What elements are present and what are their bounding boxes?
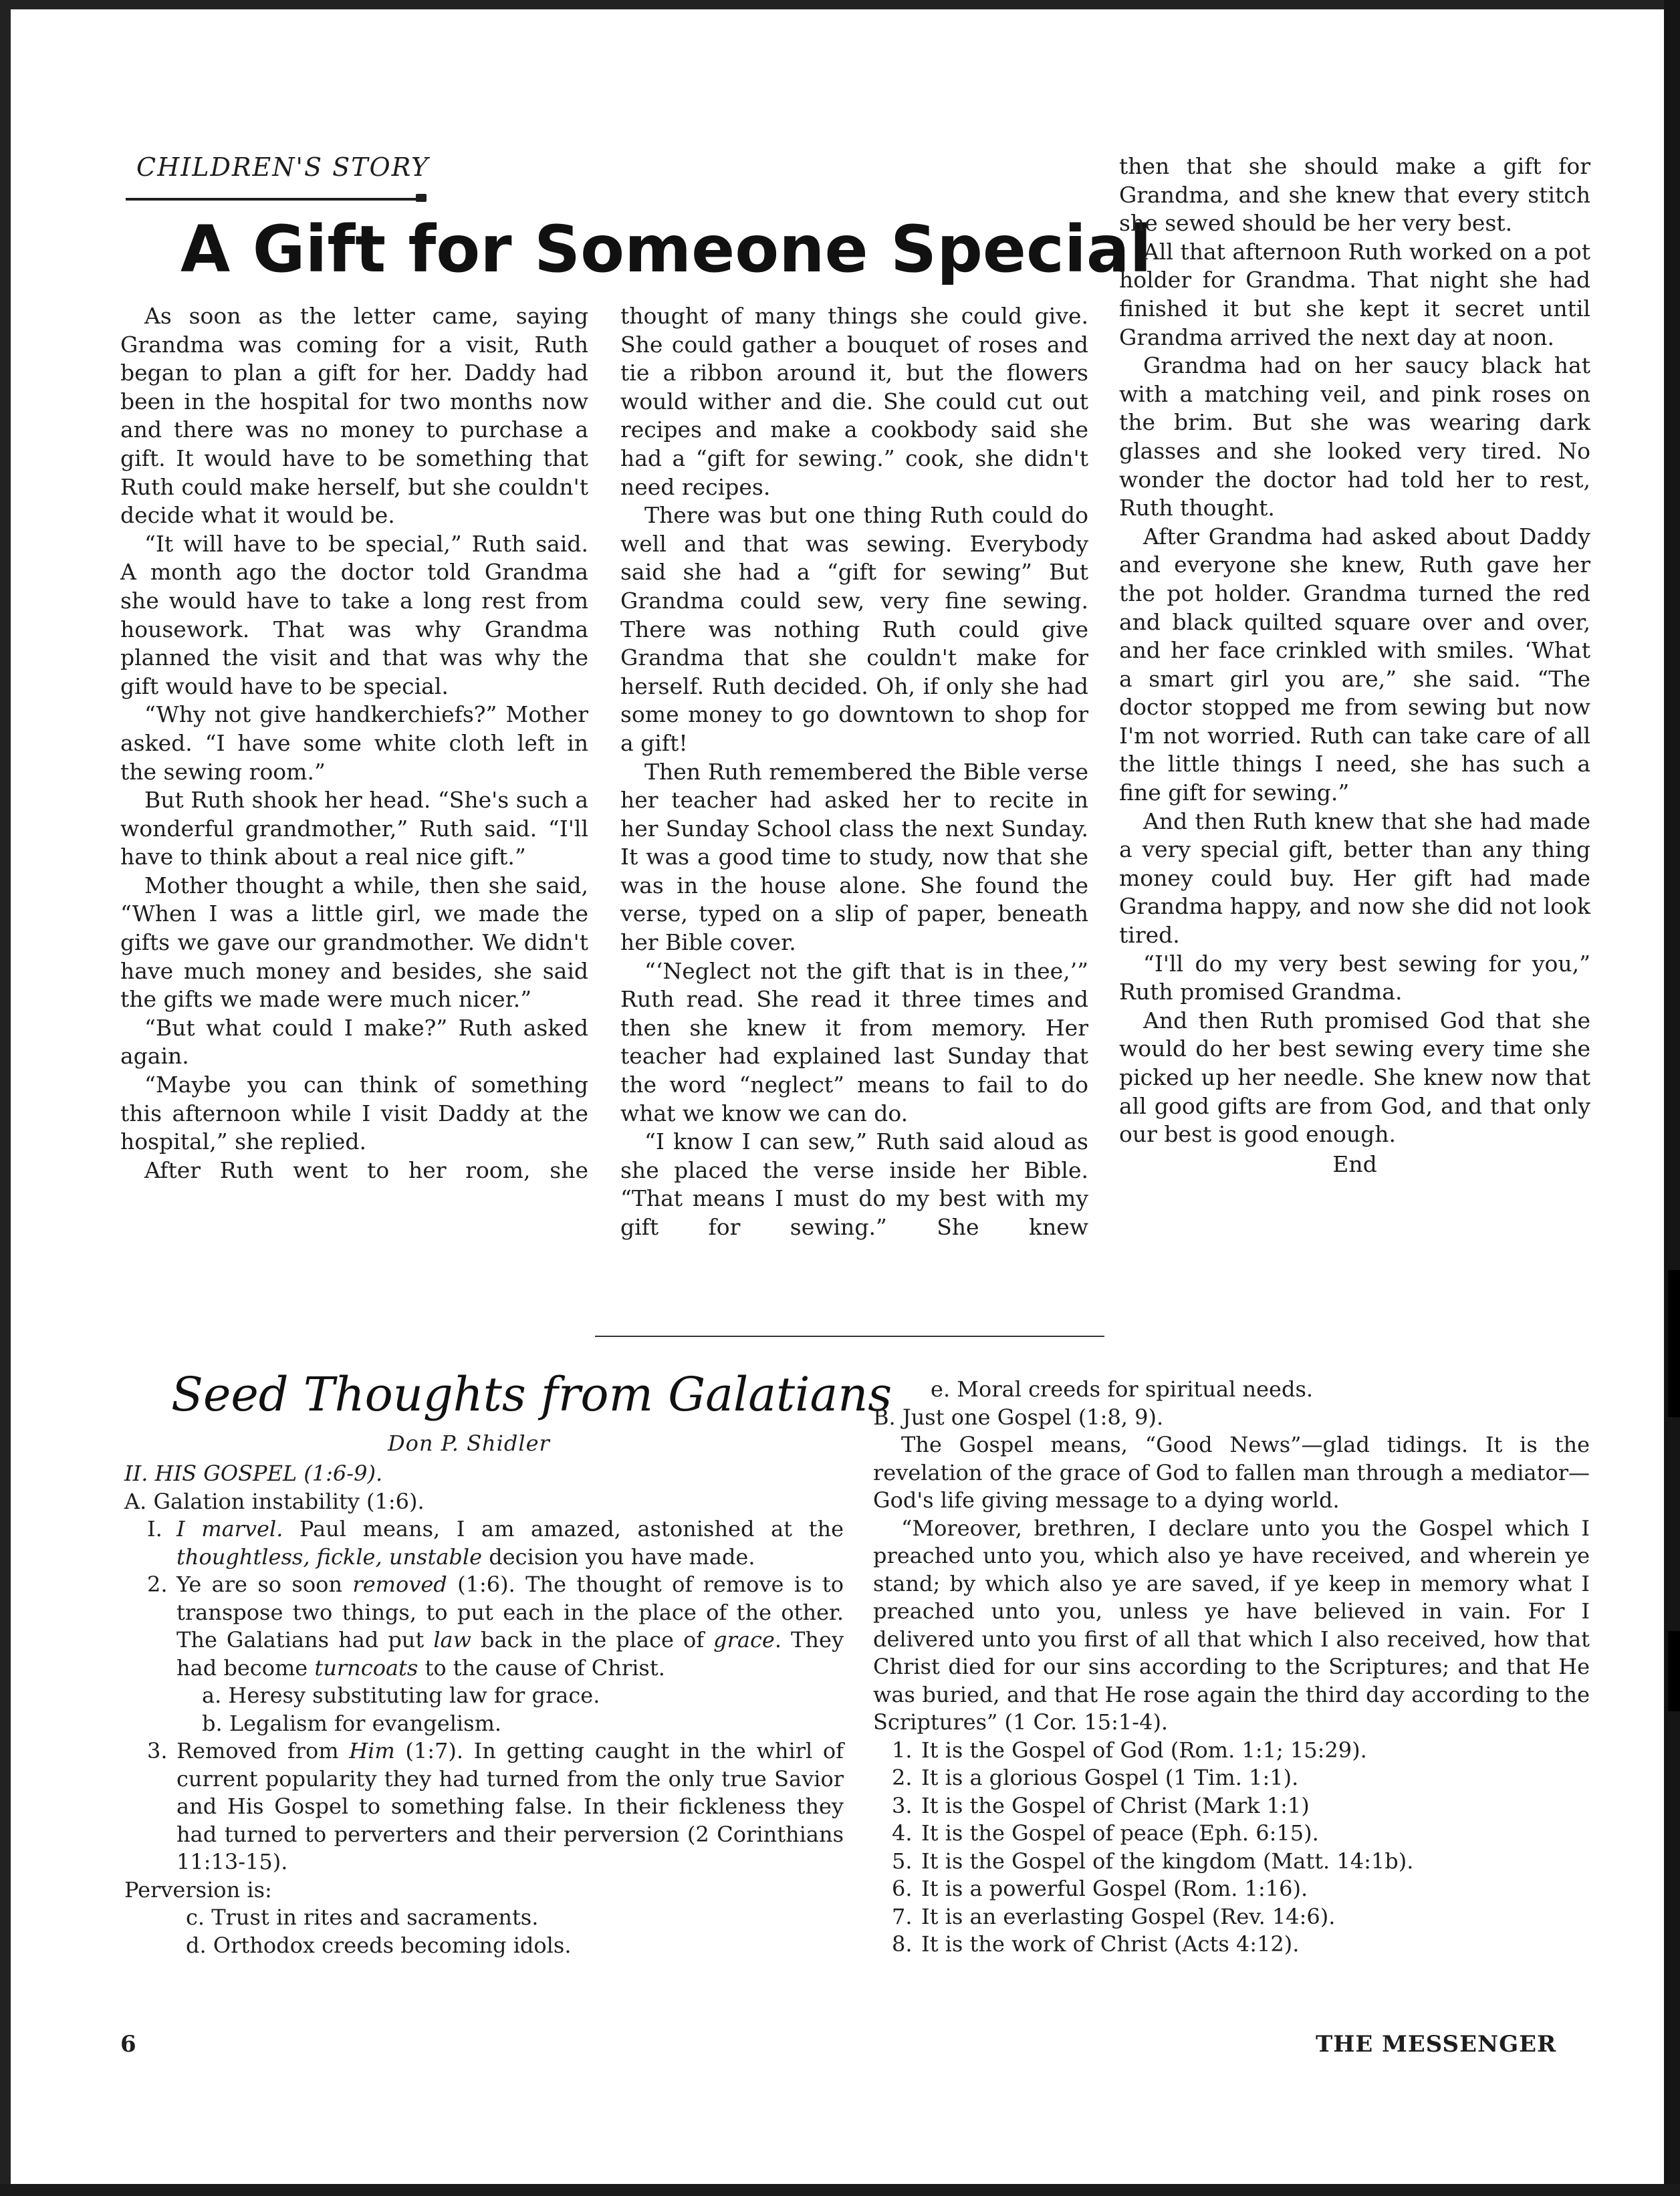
outline-text: decision you have made. <box>482 1544 755 1570</box>
outline-text: back in the place of <box>471 1627 714 1653</box>
story-paragraph: After Ruth went to her room, she <box>144 1156 588 1183</box>
list-text: It is the Gospel of the kingdom (Matt. 14:1b). <box>921 1848 1414 1874</box>
outline-subitem: d. Orthodox creeds becoming idols. <box>186 1932 572 1958</box>
list-number: 1. <box>892 1737 913 1763</box>
story-paragraph: then that she should make a gift for Grandma, and she knew that every stitch she sewed should be her very best. <box>1119 153 1590 237</box>
story-paragraph: All that afternoon Ruth worked on a pot holder for Grandma. That night she had finished it but she kept it secret until Grandma arrived the next day at noon. <box>1119 238 1590 350</box>
scan-mark <box>1668 1631 1680 1711</box>
outline-item <box>147 1571 844 1682</box>
outline-item <box>147 1737 844 1876</box>
gospel-list-item <box>892 1764 1590 1792</box>
section-divider <box>595 1336 1104 1337</box>
article-quote: “Moreover, brethren, I declare unto you the Gospel which I preached unto you, which also ye have received, and wherein ye stand; by which also ye are saved, if ye keep in memory what I preached unto you, unless ye have believed in vain. For I delivered unto you first of all that which I also received, how that Christ died for our sins according to the Scriptures; and that He was buried, and that He rose again the third day according to the Scriptures” (1 Cor. 15:1-4). <box>873 1515 1590 1735</box>
outline-text: Ye are so soon <box>176 1572 353 1597</box>
outline-subheading: B. Just one Gospel (1:8, 9). <box>873 1404 1164 1430</box>
page-edge <box>0 2184 1680 2196</box>
story-paragraph: “‘Neglect not the gift that is in thee,’” Ruth read. She read it three times and then she knew it from memory. Her teacher had explained last Sunday that the word “neglect” means to fail to do what we know we can do. <box>620 957 1088 1126</box>
outline-subheading: A. Galation instability (1:6). <box>124 1488 425 1514</box>
gospel-list-item <box>892 1848 1590 1876</box>
emphasis: grace <box>713 1627 775 1653</box>
list-text: It is the Gospel of God (Rom. 1:1; 15:29). <box>921 1737 1367 1763</box>
label-rule <box>126 198 427 201</box>
gospel-list-item <box>892 1737 1590 1765</box>
story-paragraph: Mother thought a while, then she said, “When I was a little girl, we made the gifts we gave our grandmother. We didn't have much money and besides, she said the gifts we made were much nicer.” <box>120 872 588 1013</box>
story-paragraph: “I know I can sew,” Ruth said aloud as she placed the verse inside her Bible. “That means I must do my best with my gift for sewing.” She knew <box>620 1128 1088 1240</box>
story-title: A Gift for Someone Special <box>181 212 1152 287</box>
outline-text: . They had become <box>176 1627 844 1681</box>
emphasis: law <box>433 1627 472 1653</box>
list-number: 4. <box>892 1820 913 1846</box>
list-text: It is an everlasting Gospel (Rev. 14:6). <box>921 1903 1336 1929</box>
list-number: 2. <box>892 1765 913 1790</box>
list-text: It is the work of Christ (Acts 4:12). <box>921 1931 1300 1957</box>
outline-label: Perversion is: <box>124 1876 272 1903</box>
outline-text: (1:7). In getting caught in the whirl of current popularity they had turned from the only true Savior and His Gospel to something false. In their fickleness they had turned to perverters and their perversion (2 Corinthians 11:13-15). <box>176 1738 844 1874</box>
story-paragraph: “But what could I make?” Ruth asked again. <box>120 1014 588 1070</box>
article-paragraph: The Gospel means, “Good News”—glad tidings. It is the revelation of the grace of God to fallen man through a mediator—God's life giving message to a dying world. <box>873 1432 1590 1513</box>
story-column-1 <box>120 302 588 1185</box>
story-paragraph: Then Ruth remembered the Bible verse her teacher had asked her to recite in her Sunday School class the next Sunday. It was a good time to study, now that she was in the house alone. She found the verse, typed on a slip of paper, beneath her Bible cover. <box>620 758 1088 956</box>
publication-name: THE MESSENGER <box>1316 2031 1557 2058</box>
list-text: It is a glorious Gospel (1 Tim. 1:1). <box>921 1765 1299 1790</box>
article-column-left <box>124 1460 844 1959</box>
list-number: 3. <box>892 1792 913 1818</box>
emphasis: turncoats <box>314 1655 418 1681</box>
story-paragraph: After Grandma had asked about Daddy and everyone she knew, Ruth gave her the pot holder. Grandma turned the red and black quilted square over and over, and her face crinkled with smiles. ‘What a smart girl you are,” she said. “The doctor stopped me from sewing but now I'm not worried. Ruth can take care of all the little things I need, she has such a fine gift for sewing.” <box>1119 523 1590 806</box>
list-text: It is the Gospel of Christ (Mark 1:1) <box>921 1792 1310 1818</box>
article-author: Don P. Shidler <box>388 1431 550 1456</box>
outline-text: Paul means, I am amazed, astonished at the <box>283 1516 844 1542</box>
outline-number: 2. <box>147 1572 168 1597</box>
outline-subitem: b. Legalism for evangelism. <box>202 1710 502 1736</box>
list-number: 8. <box>892 1931 913 1957</box>
page-edge <box>0 0 11 2196</box>
label-rule <box>416 194 427 202</box>
story-paragraph: And then Ruth knew that she had made a very special gift, better than any thing money could buy. Her gift had made Grandma happy, and now she did not look tired. <box>1119 808 1590 949</box>
story-paragraph: There was but one thing Ruth could do well and that was sewing. Everybody said she had a “gift for sewing” But Grandma could sew, very fine sewing. There was nothing Ruth could give Grandma that she couldn't make for herself. Ruth decided. Oh, if only she had some money to go downtown to shop for a gift! <box>620 502 1088 756</box>
story-column-3 <box>1119 152 1590 1179</box>
outline-item <box>147 1515 844 1571</box>
story-paragraph: Grandma had on her saucy black hat with a matching veil, and pink roses on the brim. But she was wearing dark glasses and she looked very tired. No wonder the doctor had told her to rest, Ruth thought. <box>1119 352 1590 521</box>
story-end-mark: End <box>1332 1150 1377 1177</box>
gospel-list-item <box>892 1820 1590 1848</box>
outline-text: to the cause of Christ. <box>418 1655 665 1681</box>
story-paragraph: And then Ruth promised God that she would do her best sewing every time she picked up her needle. She knew now that all good gifts are from God, and that only our best is good enough. <box>1119 1007 1590 1148</box>
outline-subitem: e. Moral creeds for spiritual needs. <box>931 1376 1314 1402</box>
article-column-right <box>873 1376 1590 1959</box>
scan-mark <box>1668 1270 1680 1417</box>
story-column-2 <box>620 302 1088 1242</box>
page-number: 6 <box>120 2031 136 2058</box>
outline-heading-text: II. HIS GOSPEL (1:6-9). <box>124 1461 383 1486</box>
gospel-list-item <box>892 1875 1590 1903</box>
story-paragraph: But Ruth shook her head. “She's such a wonderful grandmother,” Ruth said. “I'll have to think about a real nice gift.” <box>120 787 588 870</box>
story-paragraph: As soon as the letter came, saying Grandma was coming for a visit, Ruth began to plan a gift for her. Daddy had been in the hospital for two months now and there was no money to purchase a gift. It would have to be something that Ruth could make herself, but she couldn't decide what it would be. <box>120 303 588 529</box>
emphasis: Him <box>349 1738 395 1763</box>
gospel-list-item <box>892 1792 1590 1820</box>
outline-heading <box>124 1460 844 1488</box>
list-number: 6. <box>892 1876 913 1901</box>
list-number: 7. <box>892 1903 913 1929</box>
list-text: It is the Gospel of peace (Eph. 6:15). <box>921 1820 1319 1846</box>
list-number: 5. <box>892 1848 913 1874</box>
page-edge <box>1664 0 1680 2196</box>
outline-number: I. <box>147 1516 162 1542</box>
outline-subitem: c. Trust in rites and sacraments. <box>186 1905 539 1930</box>
story-paragraph: “Why not give handkerchiefs?” Mother asked. “I have some white cloth left in the sewing room.” <box>120 701 588 785</box>
gospel-list-item <box>892 1931 1590 1959</box>
outline-number: 3. <box>147 1738 168 1763</box>
story-paragraph: “Maybe you can think of something this afternoon while I visit Daddy at the hospital,” she replied. <box>120 1072 588 1155</box>
emphasis: thoughtless, fickle, unstable <box>176 1544 483 1570</box>
list-text: It is a powerful Gospel (Rom. 1:16). <box>921 1876 1308 1901</box>
outline-text: Removed from <box>176 1738 350 1763</box>
gospel-list <box>873 1737 1590 1959</box>
story-paragraph: “It will have to be special,” Ruth said. A month ago the doctor told Grandma she would have to take a long rest from housework. That was why Grandma planned the visit and that was why the gift would have to be special. <box>120 530 588 699</box>
story-paragraph: thought of many things she could give. She could gather a bouquet of roses and tie a ribbon around it, but the flowers would wither and die. She could cut out recipes and make a cookbody said she had a “gift for sewing.” cook, she didn't need recipes. <box>620 303 1088 500</box>
article-title: Seed Thoughts from Galatians <box>171 1367 892 1422</box>
emphasis: removed <box>352 1572 447 1597</box>
story-paragraph: “I'll do my very best sewing for you,” Ruth promised Grandma. <box>1119 950 1590 1005</box>
gospel-list-item <box>892 1903 1590 1931</box>
outline-subitem: a. Heresy substituting law for grace. <box>202 1683 600 1708</box>
section-label: CHILDREN'S STORY <box>136 152 430 182</box>
page-edge <box>0 0 1680 9</box>
outline-text: (1:6). The thought of remove is to transpose two things, to put each in the place of the other. The Galatians had put <box>176 1572 844 1653</box>
emphasis: I marvel. <box>176 1516 283 1542</box>
